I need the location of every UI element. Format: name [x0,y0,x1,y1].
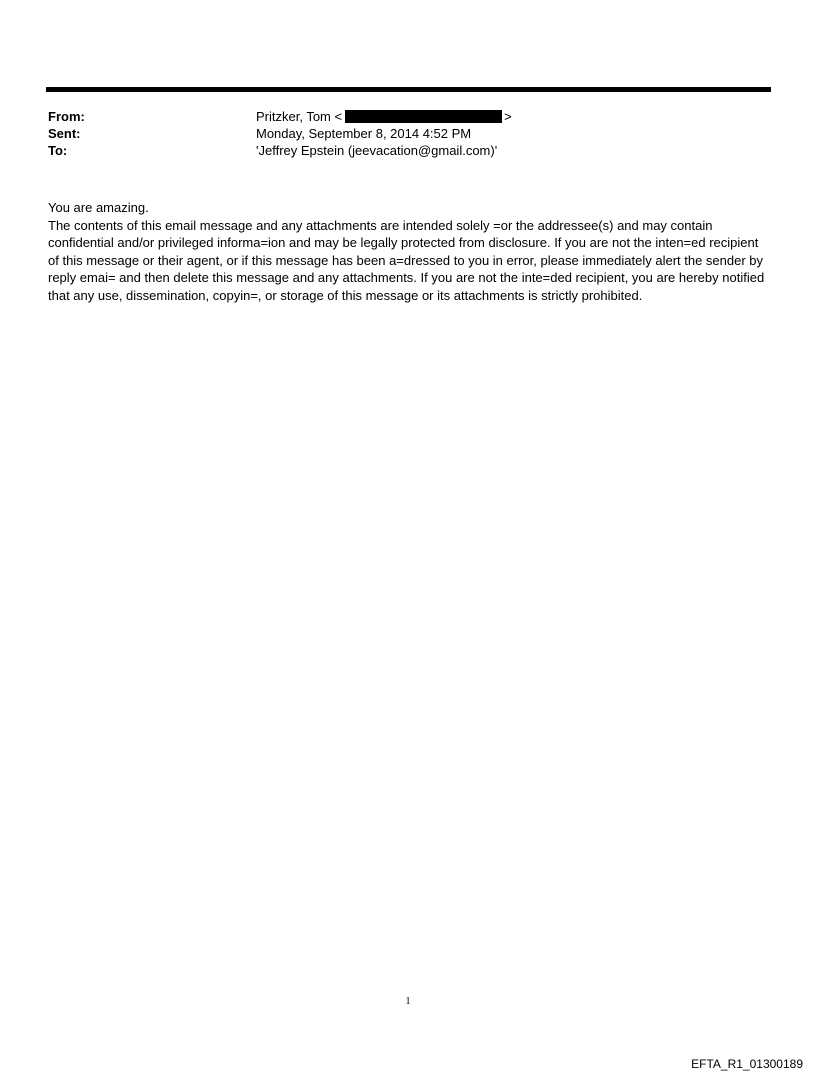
body-disclaimer: The contents of this email message and any attachments are intended solely =or the addressee(s) and may contain confidential and/or privileged informa=ion and may be legally protected from disclosure. If you are not the inten=ed recipient of this message or their agent, or if this message has been a=dressed to you in error, please immediately alert the sender by reply emai= and then delete this message and any attachments. If you are not the inte=ded recipient, you are hereby notified that any use, dissemination, copyin=, or storage of this message or its attachments is strictly prohibited. [48,217,765,303]
sent-label: Sent: [48,126,81,141]
from-value [256,108,512,125]
header-divider [46,87,771,92]
from-name: Pritzker, Tom < [256,109,343,124]
body-greeting: You are amazing. [48,200,149,215]
from-row [48,108,768,125]
sent-row [48,125,768,142]
document-id: EFTA_R1_01300189 [691,1057,803,1071]
page-number: 1 [405,996,411,1007]
from-close-bracket: > [504,109,512,124]
to-value: 'Jeffrey Epstein (jeevacation@gmail.com)' [256,143,498,158]
email-header [48,108,768,159]
sent-value: Monday, September 8, 2014 4:52 PM [256,126,472,141]
to-label: To: [48,143,68,158]
redaction-box [345,110,502,123]
from-label: From: [48,109,85,124]
to-row [48,142,768,159]
email-body [48,199,770,304]
